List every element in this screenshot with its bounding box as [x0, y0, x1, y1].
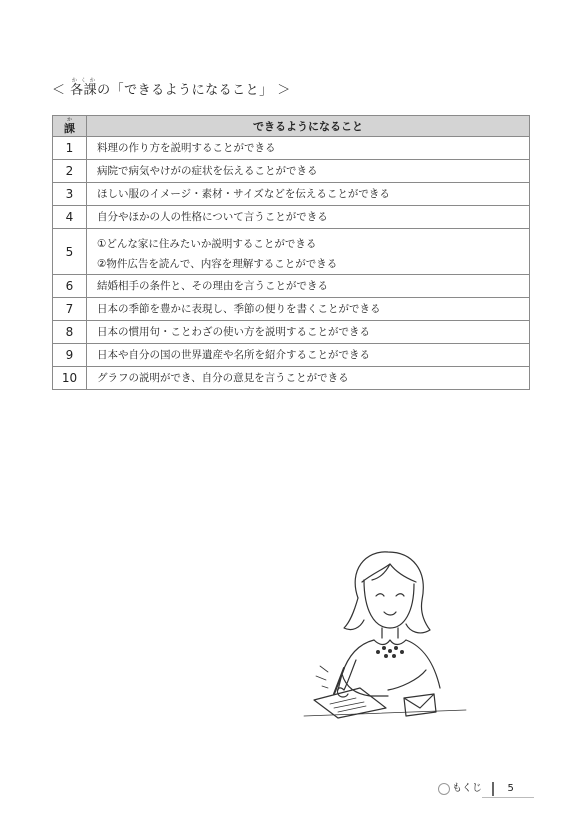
lesson-number: 8	[53, 321, 87, 344]
table-row	[53, 367, 530, 390]
woman-writing-illustration	[300, 540, 470, 720]
lesson-number: 5	[53, 229, 87, 275]
lesson-goal: 日本や自分の国の世界遺産や名所を紹介することができる	[87, 344, 530, 367]
page-footer	[438, 781, 514, 797]
header-goal: できるようになること	[87, 116, 530, 137]
goals-table-header	[53, 116, 530, 137]
title-ruby: かくか	[70, 78, 98, 84]
title-kanji: 各課かくか	[70, 78, 98, 98]
table-row	[53, 160, 530, 183]
table-row	[53, 321, 530, 344]
lesson-goal	[87, 229, 530, 275]
lesson-number: 6	[53, 275, 87, 298]
toc-circle-icon	[438, 783, 450, 795]
footer-rule	[482, 797, 534, 798]
table-row	[53, 275, 530, 298]
toc-link[interactable]: もくじ	[452, 783, 482, 794]
lesson-number: 10	[53, 367, 87, 390]
title-prefix: ＜	[52, 83, 71, 98]
table-row	[53, 137, 530, 160]
lesson-number: 7	[53, 298, 87, 321]
lesson-goal: 日本の慣用句・ことわざの使い方を説明することができる	[87, 321, 530, 344]
lesson-number: 1	[53, 137, 87, 160]
lesson-goal-line: ①どんな家に住みたいか説明することができる	[97, 237, 317, 250]
footer-divider	[492, 782, 494, 796]
table-row	[53, 298, 530, 321]
lesson-goal: 病院で病気やけがの症状を伝えることができる	[87, 160, 530, 183]
lesson-goal: 自分やほかの人の性格について言うことができる	[87, 206, 530, 229]
section-title	[52, 78, 291, 102]
lesson-number: 2	[53, 160, 87, 183]
header-lesson-number: 課か	[53, 116, 87, 137]
lesson-goal: 結婚相手の条件と、その理由を言うことができる	[87, 275, 530, 298]
lesson-goal: 日本の季節を豊かに表現し、季節の便りを書くことができる	[87, 298, 530, 321]
lesson-goal: グラフの説明ができ、自分の意見を言うことができる	[87, 367, 530, 390]
lesson-goal: 料理の作り方を説明することができる	[87, 137, 530, 160]
lesson-goal: ほしい服のイメージ・素材・サイズなどを伝えることができる	[87, 183, 530, 206]
goals-table	[52, 115, 530, 390]
title-rest: の「できるようになること」 ＞	[97, 83, 291, 98]
table-row	[53, 344, 530, 367]
page-number: 5	[507, 783, 514, 794]
lesson-goal-line: ②物件広告を読んで、内容を理解することができる	[97, 257, 338, 270]
lesson-number: 9	[53, 344, 87, 367]
table-row	[53, 229, 530, 275]
lesson-number: 3	[53, 183, 87, 206]
table-row	[53, 206, 530, 229]
lesson-number: 4	[53, 206, 87, 229]
table-row	[53, 183, 530, 206]
